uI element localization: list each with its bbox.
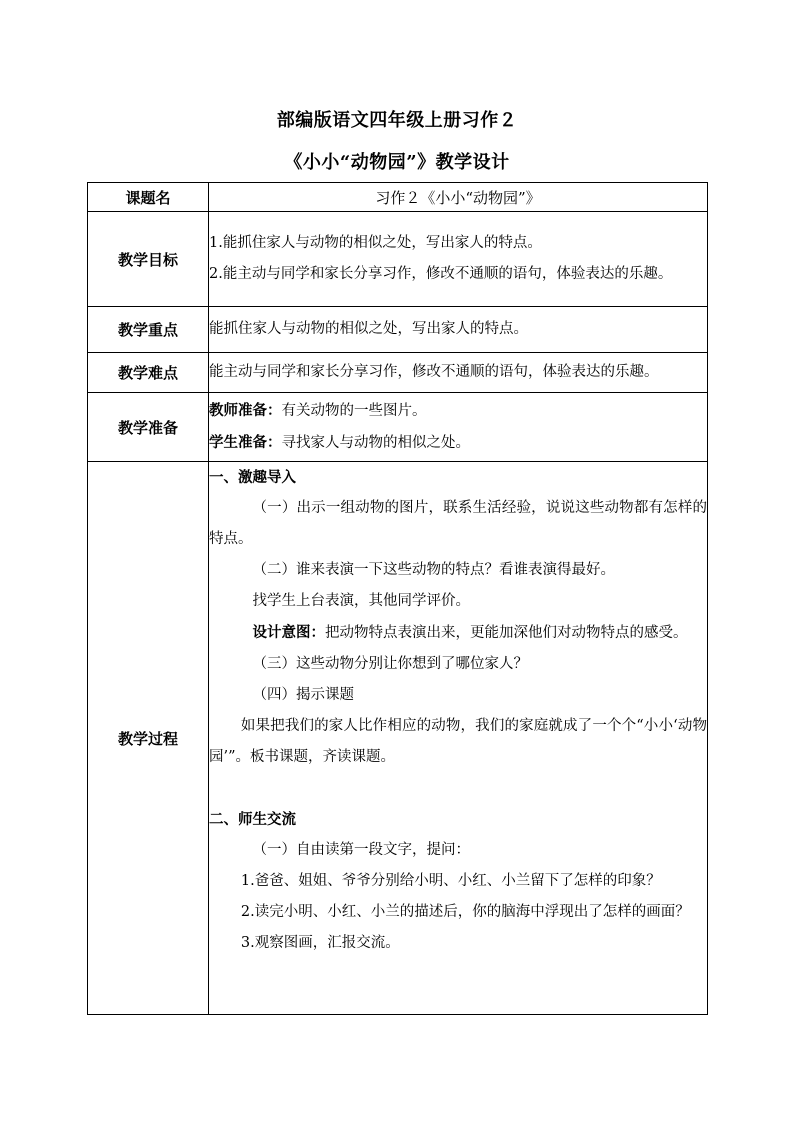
goals-content — [209, 212, 708, 307]
header-label: 课题名 — [88, 183, 209, 212]
paragraph: （一）出示一组动物的图片，联系生活经验，说说这些动物都有怎样的特点。 — [209, 500, 707, 547]
header-value: 习作２《小小“动物园”》 — [209, 183, 708, 212]
teacher-prep-text: 有关动物的一些图片。 — [281, 403, 427, 419]
goal-item: 1.能抓住家人与动物的相似之处，写出家人的特点。 — [209, 235, 542, 251]
paragraph: 找学生上台表演，其他同学评价。 — [252, 593, 470, 609]
section-title: 二、师生交流 — [209, 811, 296, 828]
process-content — [209, 462, 708, 1015]
teacher-prep-label: 教师准备： — [209, 402, 282, 419]
paragraph: （一）自由读第一段文字，提问： — [252, 842, 470, 858]
process-label: 教学过程 — [88, 462, 209, 1015]
document-title: 部编版语文四年级上册习作２ — [276, 110, 518, 131]
difficulties-content: 能主动与同学和家长分享习作，修改不通顺的语句，体验表达的乐趣。 — [209, 353, 708, 393]
design-intent — [209, 617, 707, 649]
table-row-difficulties — [88, 353, 708, 393]
design-intent-label: 设计意图： — [252, 624, 325, 641]
question-item: 2.读完小明、小红、小兰的描述后，你的脑海中浮现出了怎样的画面？ — [240, 904, 690, 920]
paragraph: 如果把我们的家人比作相应的动物，我们的家庭就成了一个个“小小‘动物园’”。板书课题，齐读课题。 — [209, 718, 707, 765]
student-prep — [209, 427, 707, 459]
section-title: 一、激趣导入 — [209, 469, 296, 486]
lesson-plan-table — [87, 182, 708, 1015]
paragraph: （三）这些动物分别让你想到了哪位家人？ — [252, 656, 528, 672]
table-row-header — [88, 183, 708, 212]
teacher-prep — [209, 395, 707, 427]
document-subtitle: 《小小“动物园”》教学设计 — [284, 152, 510, 173]
student-prep-label: 学生准备： — [209, 434, 282, 451]
preparation-label: 教学准备 — [88, 393, 209, 462]
table-row-key-points — [88, 307, 708, 353]
table-row-process — [88, 462, 708, 1015]
spacer — [209, 773, 707, 804]
question-item: 1.爸爸、姐姐、爷爷分别给小明、小红、小兰留下了怎样的印象？ — [240, 873, 661, 889]
difficulties-label: 教学难点 — [88, 353, 209, 393]
key-points-label: 教学重点 — [88, 307, 209, 353]
table-row-goals — [88, 212, 708, 307]
paragraph: （四）揭示课题 — [252, 687, 354, 703]
table-row-preparation — [88, 393, 708, 462]
question-item: 3.观察图画，汇报交流。 — [240, 935, 400, 951]
student-prep-text: 寻找家人与动物的相似之处。 — [281, 435, 470, 451]
design-intent-text: 把动物特点表演出来，更能加深他们对动物特点的感受。 — [325, 625, 688, 641]
key-points-content: 能抓住家人与动物的相似之处，写出家人的特点。 — [209, 307, 708, 353]
goals-label: 教学目标 — [88, 212, 209, 307]
goal-item: 2.能主动与同学和家长分享习作，修改不通顺的语句，体验表达的乐趣。 — [209, 266, 673, 282]
paragraph: （二）谁来表演一下这些动物的特点？看谁表演得最好。 — [252, 562, 615, 578]
preparation-content — [209, 393, 708, 462]
